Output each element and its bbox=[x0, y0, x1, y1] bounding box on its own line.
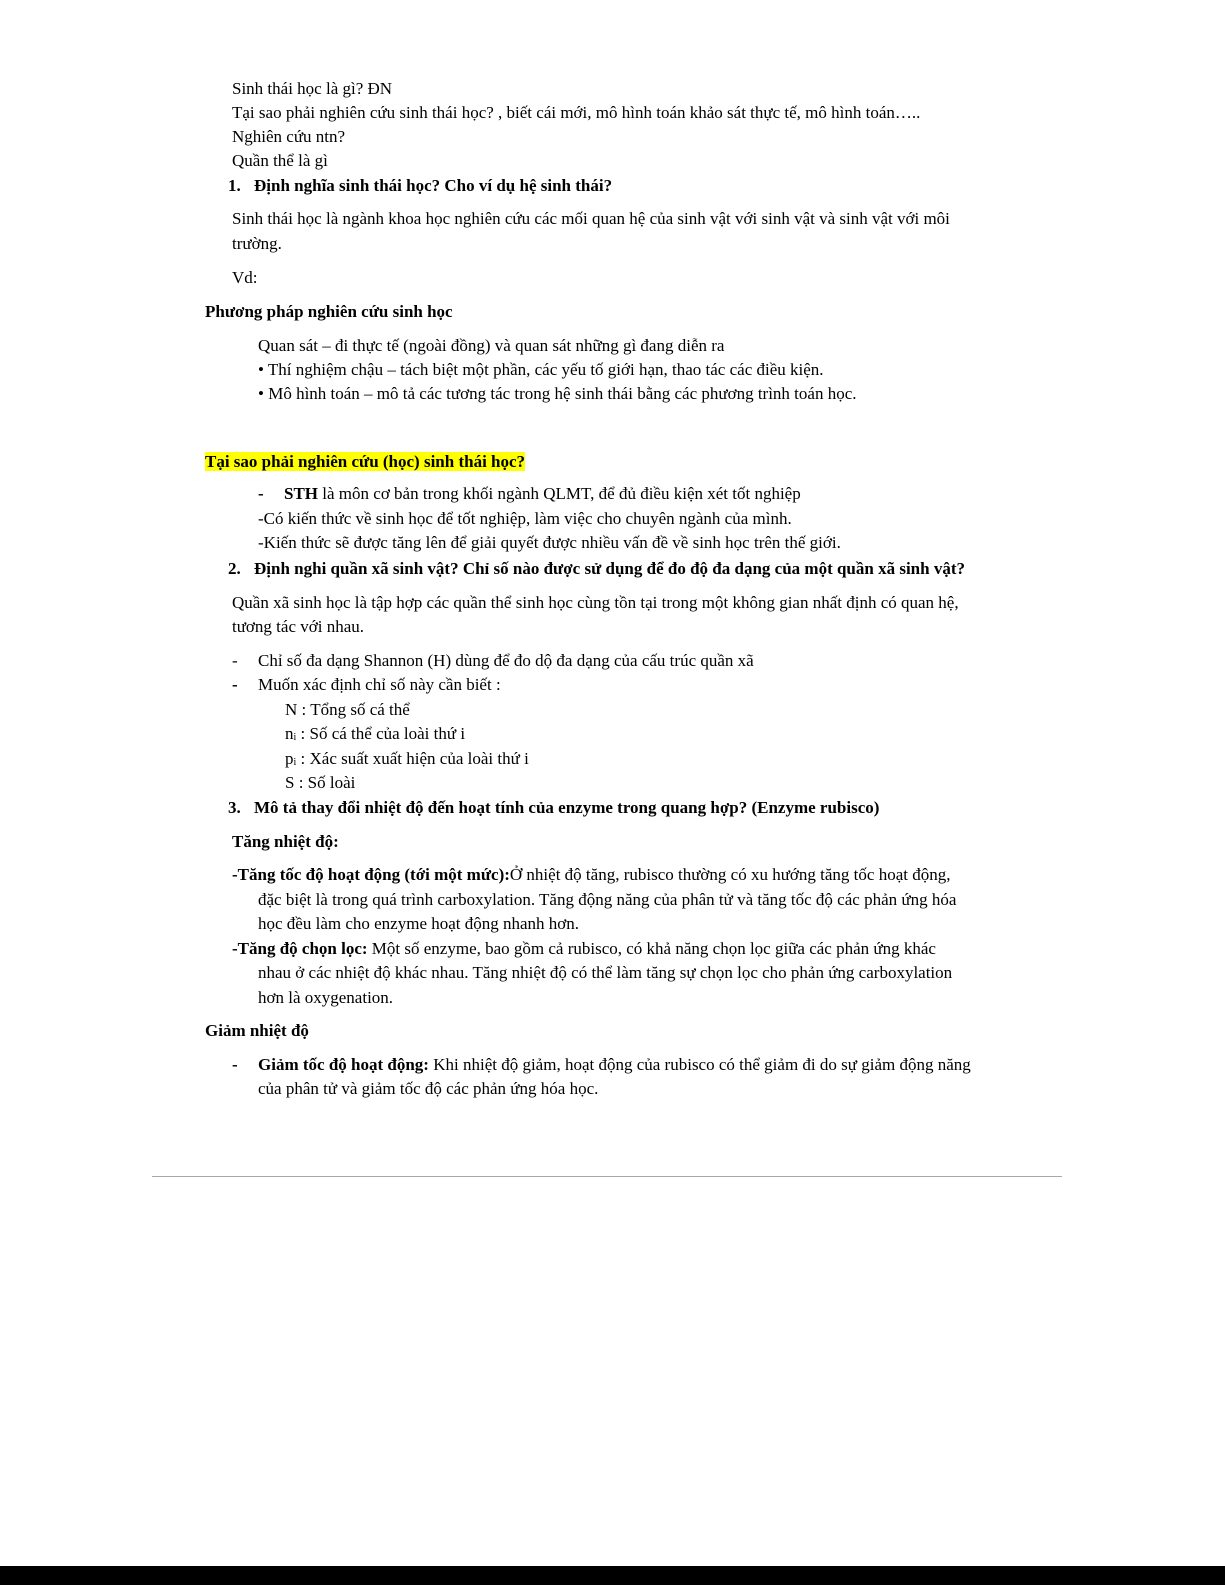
paragraph-line: học đều làm cho enzyme hoạt động nhanh hơn. bbox=[258, 914, 580, 933]
method-item: • Thí nghiệm chậu – tách biệt một phần, các yếu tố giới hạn, thao tác các điều kiện. bbox=[258, 360, 824, 379]
question-2-heading bbox=[228, 557, 965, 581]
list-item: - Chỉ số đa dạng Shannon (H) dùng để đo dộ đa dạng của cấu trúc quần xã bbox=[232, 649, 754, 673]
question-3-heading bbox=[228, 796, 879, 820]
variable-def: S : Số loài bbox=[285, 773, 356, 792]
paragraph-line: đặc biệt là trong quá trình carboxylation. Tăng động năng của phân tử và tăng tốc độ các phản ứng hóa bbox=[258, 890, 957, 909]
paragraph-line: nhau ở các nhiệt độ khác nhau. Tăng nhiệt độ có thể làm tăng sự chọn lọc cho phản ứng carboxylation bbox=[258, 963, 953, 982]
method-item: Quan sát – đi thực tế (ngoài đồng) và quan sát những gì đang diễn ra bbox=[258, 336, 725, 355]
subheading: Giảm nhiệt độ bbox=[205, 1021, 309, 1040]
note-line: Sinh thái học là gì? ĐN bbox=[232, 79, 393, 98]
dash-bullet: - bbox=[232, 1055, 238, 1074]
paragraph-line: -Tăng độ chọn lọc: Một số enzyme, bao gồm cả rubisco, có khả năng chọn lọc giữa các phản ứng khác bbox=[232, 939, 936, 958]
section-heading: Phương pháp nghiên cứu sinh học bbox=[205, 302, 453, 321]
list-item: - Muốn xác định chỉ số này cần biết : bbox=[232, 673, 501, 697]
paragraph-line: Sinh thái học là ngành khoa học nghiên cứu các mối quan hệ của sinh vật với sinh vật và sinh vật với môi bbox=[232, 209, 950, 228]
dash-bullet: - bbox=[258, 484, 264, 503]
paragraph-line: tương tác với nhau. bbox=[232, 617, 364, 636]
variable-def: N : Tổng số cá thể bbox=[285, 700, 410, 719]
question-3-title: Mô tả thay đổi nhiệt độ đến hoạt tính của enzyme trong quang hợp? (Enzyme rubisco) bbox=[254, 798, 880, 817]
subheading: Tăng nhiệt độ: bbox=[232, 832, 339, 851]
paragraph-line: hơn là oxygenation. bbox=[258, 988, 394, 1007]
list-number: 2. bbox=[228, 559, 241, 578]
reason-item: -Có kiến thức về sinh học để tốt nghiệp, làm việc cho chuyên ngành của mình. bbox=[258, 509, 792, 528]
example-label: Vd: bbox=[232, 268, 258, 287]
bottom-bar bbox=[0, 1566, 1225, 1585]
list-number: 1. bbox=[228, 176, 241, 195]
paragraph-line: của phân tử và giảm tốc độ các phản ứng hóa học. bbox=[258, 1079, 599, 1098]
list-item: - Giảm tốc độ hoạt động: Khi nhiệt độ giảm, hoạt động của rubisco có thể giảm đi do sự giảm động năng bbox=[232, 1053, 971, 1077]
highlighted-heading bbox=[205, 450, 525, 474]
dash-bullet: - bbox=[232, 651, 238, 670]
paragraph-line: -Tăng tốc độ hoạt động (tới một mức):Ở nhiệt độ tăng, rubisco thường có xu hướng tăng tốc hoạt động, bbox=[232, 865, 951, 884]
list-number: 3. bbox=[228, 798, 241, 817]
note-line: Quần thể là gì bbox=[232, 151, 328, 170]
highlighted-text: Tại sao phải nghiên cứu (học) sinh thái học? bbox=[205, 452, 526, 471]
reason-item: - STH là môn cơ bản trong khối ngành QLMT, để đủ điều kiện xét tốt nghiệp bbox=[258, 482, 801, 506]
variable-def: ni : Số cá thể của loài thứ i bbox=[285, 724, 466, 743]
paragraph-line: Quần xã sinh học là tập hợp các quần thể sinh học cùng tồn tại trong một không gian nhất định có quan hệ, bbox=[232, 593, 959, 612]
question-2-title: Định nghi quần xã sinh vật? Chỉ số nào được sử dụng để đo độ đa dạng của một quần xã sinh vật? bbox=[254, 559, 966, 578]
note-line: Nghiên cứu ntn? bbox=[232, 127, 346, 146]
reason-item: -Kiến thức sẽ được tăng lên để giải quyết được nhiều vấn đề về sinh học trên thế giới. bbox=[258, 533, 841, 552]
method-item: • Mô hình toán – mô tả các tương tác trong hệ sinh thái bằng các phương trình toán học. bbox=[258, 384, 857, 403]
question-1-heading bbox=[228, 174, 612, 198]
note-line: Tại sao phải nghiên cứu sinh thái học? , biết cái mới, mô hình toán khảo sát thực tế, mô hình toán….. bbox=[232, 103, 921, 122]
question-1-title: Định nghĩa sinh thái học? Cho ví dụ hệ sinh thái? bbox=[254, 176, 613, 195]
page-divider bbox=[152, 1176, 1062, 1177]
dash-bullet: - bbox=[232, 675, 238, 694]
paragraph-line: trường. bbox=[232, 234, 282, 253]
variable-def: pi : Xác suất xuất hiện của loài thứ i bbox=[285, 749, 529, 768]
